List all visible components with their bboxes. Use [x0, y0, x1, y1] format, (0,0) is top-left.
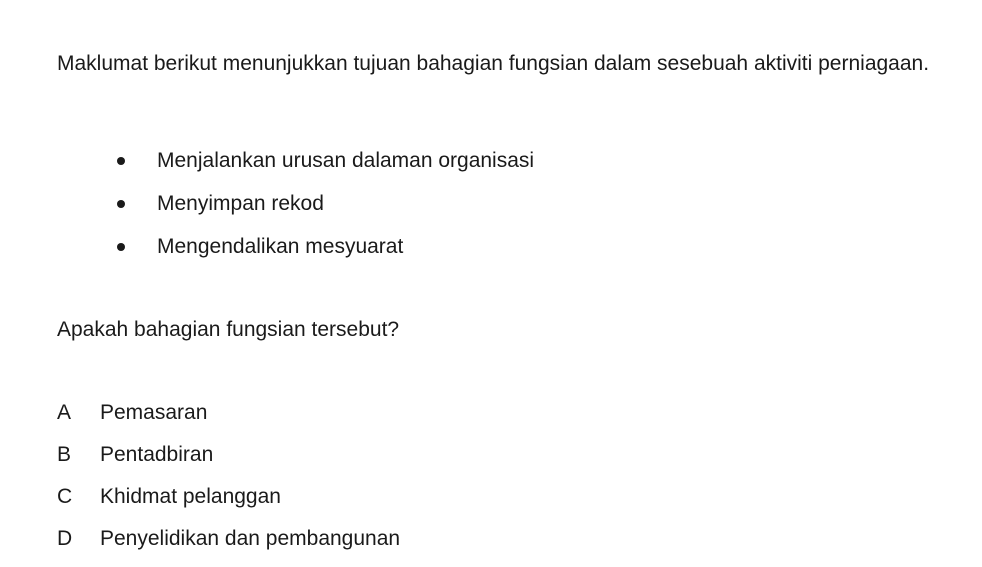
intro-text: Maklumat berikut menunjukkan tujuan bahagian fungsian dalam sesebuah aktiviti perniagaan.	[57, 52, 930, 75]
option-text: Pentadbiran	[100, 443, 214, 466]
option-letter: C	[57, 485, 73, 508]
option-letter: A	[57, 401, 72, 424]
option-text: Khidmat pelanggan	[100, 485, 281, 508]
bullet-item	[112, 225, 534, 268]
answer-options	[57, 392, 400, 560]
bullet-list	[112, 139, 534, 268]
option-letter: B	[57, 443, 72, 466]
bullet-dot-icon	[117, 157, 125, 165]
bullet-dot-icon	[117, 243, 125, 251]
bullet-dot-icon	[117, 200, 125, 208]
answer-option-b[interactable]	[57, 434, 400, 476]
bullet-text: Menyimpan rekod	[157, 192, 324, 215]
option-letter: D	[57, 527, 73, 550]
question-text: Apakah bahagian fungsian tersebut?	[57, 318, 400, 341]
answer-option-c[interactable]	[57, 476, 400, 518]
answer-option-d[interactable]	[57, 518, 400, 560]
option-text: Penyelidikan dan pembangunan	[100, 527, 401, 550]
answer-option-a[interactable]	[57, 392, 400, 434]
bullet-text: Mengendalikan mesyuarat	[157, 235, 404, 258]
bullet-item	[112, 139, 534, 182]
bullet-text: Menjalankan urusan dalaman organisasi	[157, 149, 535, 172]
bullet-item	[112, 182, 534, 225]
option-text: Pemasaran	[100, 401, 208, 424]
